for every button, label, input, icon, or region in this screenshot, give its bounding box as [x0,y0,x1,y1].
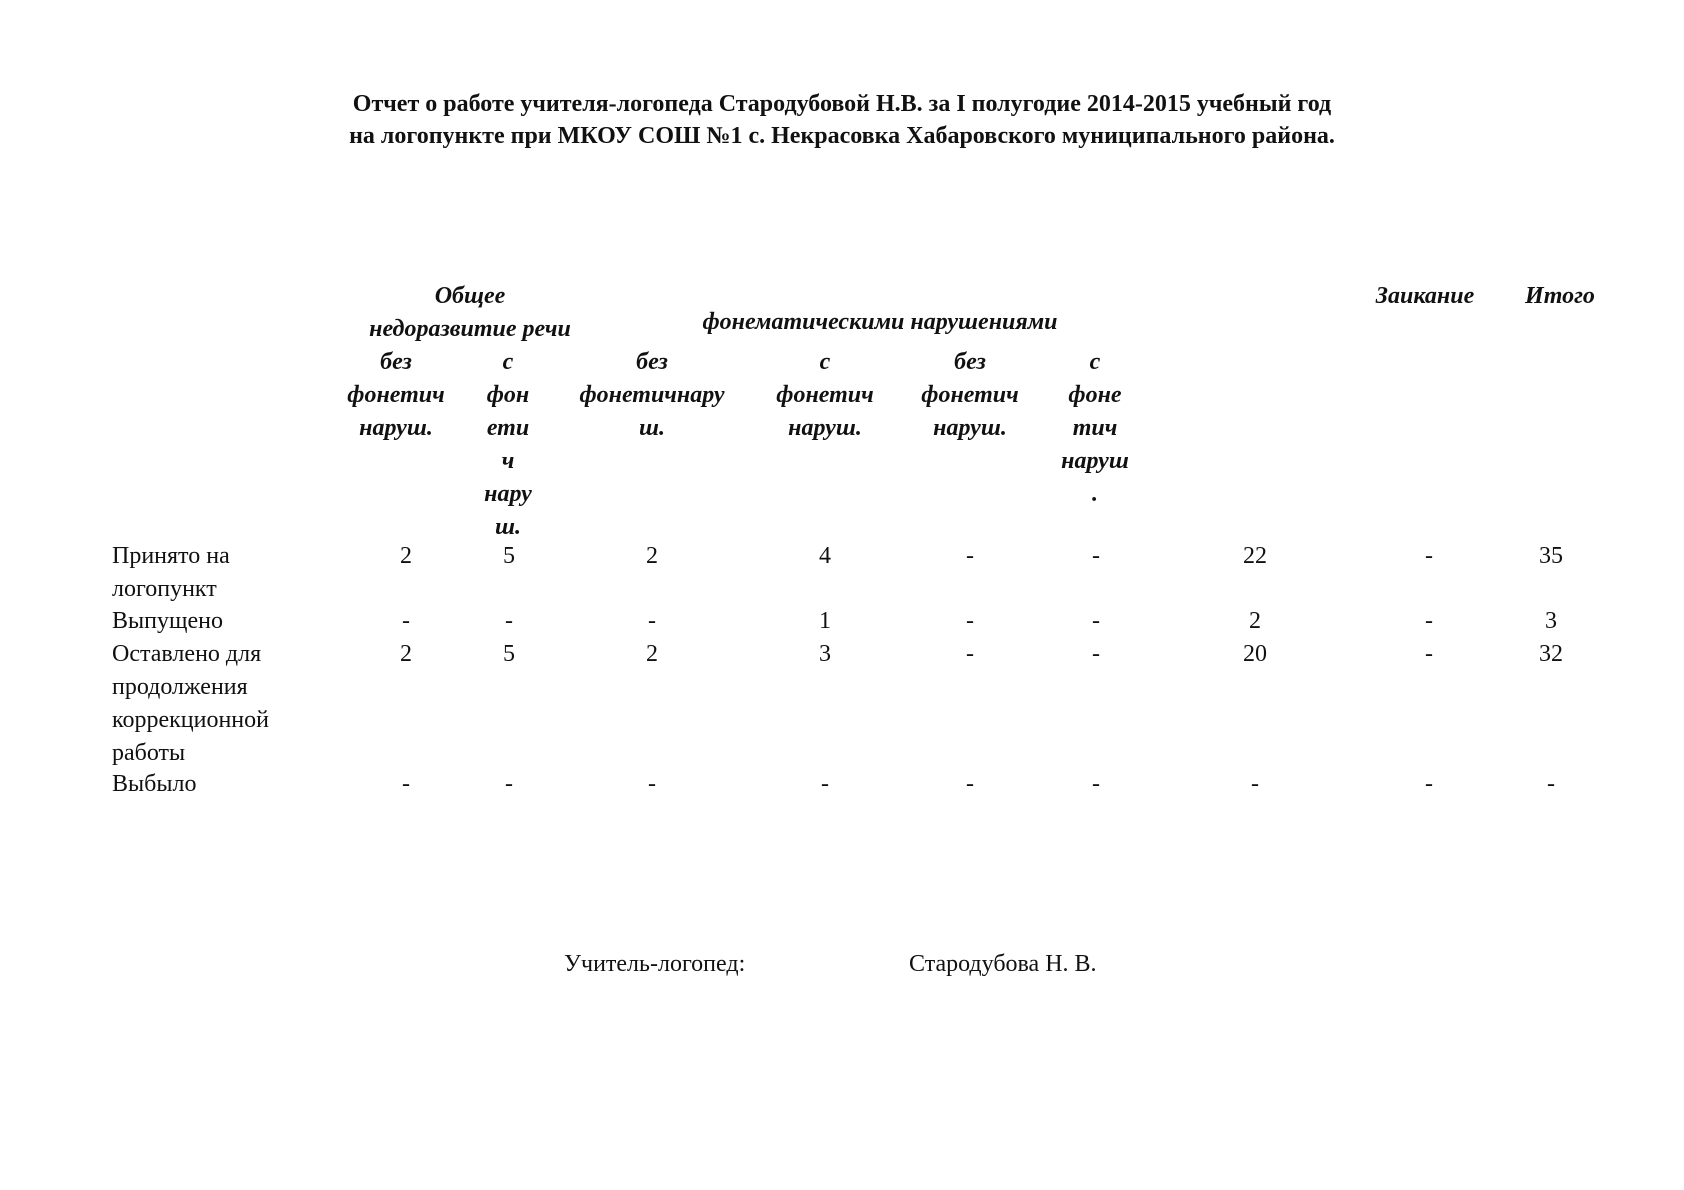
table-cell: - [402,608,410,634]
table-cell: - [966,771,974,797]
table-cell: 5 [503,641,515,667]
subheader-line: ш. [639,415,665,441]
subheader-line: с [819,349,831,375]
row-label-line: коррекционной [112,707,269,733]
table-cell: - [505,608,513,634]
table-cell: - [966,641,974,667]
table-cell: 4 [819,543,831,569]
row-label-line: логопункт [112,576,217,602]
table-cell: 2 [400,543,412,569]
subheader-line: фонетич [776,382,874,408]
table-cell: - [402,771,410,797]
table-cell: - [1425,543,1433,569]
signature-role: Учитель-логопед: [564,951,746,977]
subheader-line: наруш. [359,415,433,441]
report-title-line-1: Отчет о работе учителя-логопеда Стародубовой Н.В. за I полугодие 2014-2015 учебный год [352,91,1332,117]
table-cell: - [648,771,656,797]
subheader-line: фонетичнару [579,382,725,408]
subheader-line: ч [501,448,515,474]
subheader-line: фон [486,382,530,408]
row-label-line: работы [112,740,186,766]
signature-name: Стародубова Н. В. [909,951,1097,977]
table-cell: - [966,608,974,634]
header-zaikanie: Заикание [1375,283,1475,309]
table-cell: 2 [1249,608,1261,634]
table-cell: 2 [646,641,658,667]
header-onr-line: Общее [434,283,506,309]
subheader-line: ш. [495,514,521,540]
table-cell: - [1092,543,1100,569]
table-cell: 22 [1243,543,1267,569]
row-label-line: Оставлено для [112,641,262,667]
subheader-col-2 [468,346,548,544]
subheader-line: без [380,349,412,375]
subheader-line: с [502,349,514,375]
subheader-line: фонетич [347,382,445,408]
table-cell: - [505,771,513,797]
subheader-line: ети [486,415,530,441]
row-label-line: Принято на [112,543,230,569]
subheader-line: наруш [1061,448,1129,474]
table-cell: - [966,543,974,569]
table-cell: 1 [819,608,831,634]
table-cell: 3 [1545,608,1557,634]
subheader-col-5 [905,346,1035,445]
row-label-line: продолжения [112,674,248,700]
subheader-line: наруш. [788,415,862,441]
table-cell: - [1547,771,1555,797]
subheader-col-6 [1050,346,1140,511]
subheader-col-1 [335,346,457,445]
table-cell: 5 [503,543,515,569]
row-label-line: Выбыло [112,771,197,797]
subheader-line: тич [1072,415,1118,441]
table-cell: - [1092,641,1100,667]
header-fonem: фонематическими нарушениями [702,309,1058,335]
table-cell: - [821,771,829,797]
header-itogo: Итого [1525,283,1595,309]
table-cell: - [1092,771,1100,797]
table-cell: - [648,608,656,634]
subheader-col-3 [562,346,742,445]
row-label-vybylo [112,768,312,801]
subheader-line: без [954,349,986,375]
table-cell: 32 [1539,641,1563,667]
table-cell: 2 [646,543,658,569]
subheader-line: без [636,349,668,375]
row-label-prinyato [112,540,312,606]
table-cell: 20 [1243,641,1267,667]
subheader-line: наруш. [933,415,1007,441]
table-cell: - [1251,771,1259,797]
subheader-line: с [1089,349,1101,375]
header-onr [330,280,610,346]
table-cell: - [1092,608,1100,634]
row-label-vypushcheno [112,605,312,638]
table-cell: 3 [819,641,831,667]
subheader-line: нару [484,481,532,507]
subheader-line: фоне [1068,382,1122,408]
row-label-ostavleno [112,638,312,770]
report-title-line-2: на логопункте при МКОУ СОШ №1 с. Некрасовка Хабаровского муниципального района. [349,123,1335,149]
table-cell: 2 [400,641,412,667]
table-cell: 35 [1539,543,1563,569]
subheader-line: . [1092,481,1098,507]
table-cell: - [1425,641,1433,667]
table-cell: - [1425,771,1433,797]
subheader-line: фонетич [921,382,1019,408]
row-label-line: Выпущено [112,608,223,634]
table-cell: - [1425,608,1433,634]
subheader-col-4 [760,346,890,445]
header-onr-line: недоразвитие речи [369,316,571,342]
